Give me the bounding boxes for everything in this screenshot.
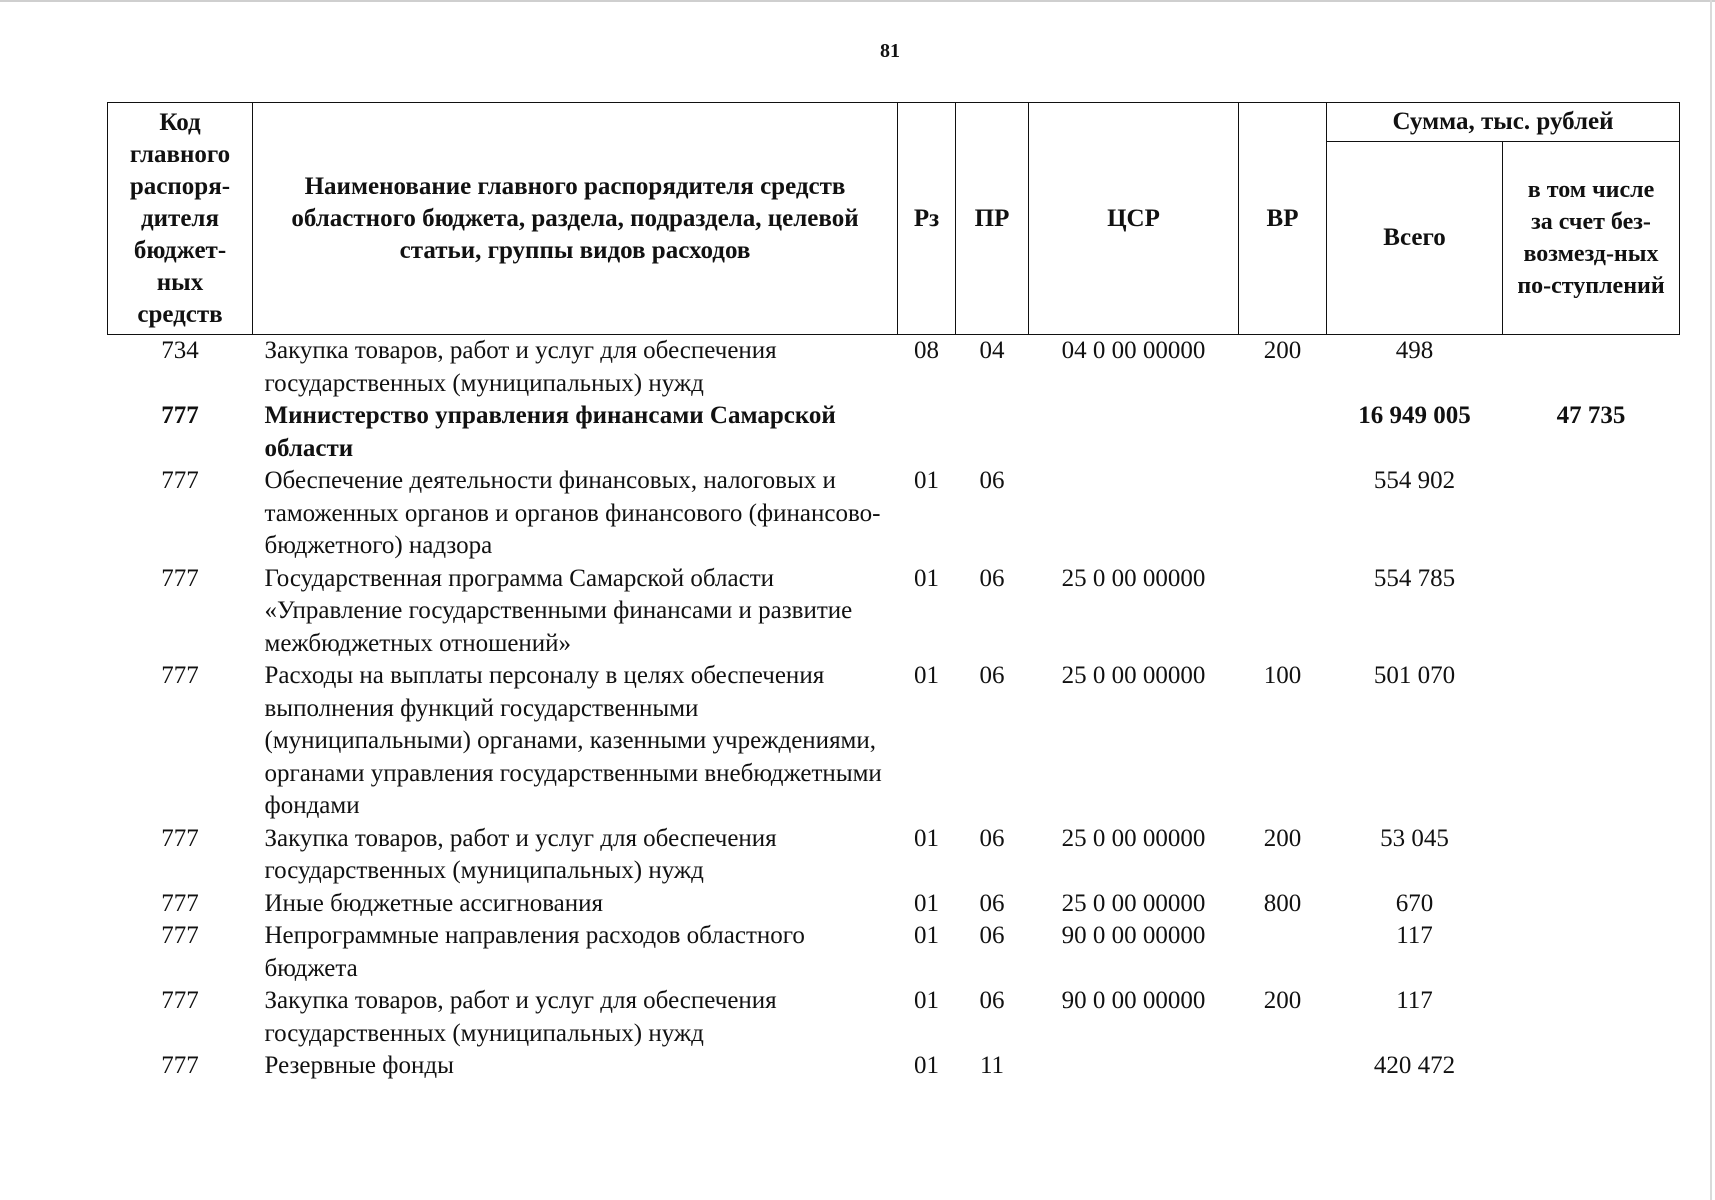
- cell-csr: 90 0 00 00000: [1061, 922, 1206, 949]
- cell-vr: [1239, 920, 1327, 985]
- cell-vr: 200: [1263, 824, 1302, 852]
- cell-code: 777: [161, 662, 199, 689]
- table-row: [108, 823, 1680, 888]
- cell-vr: 200: [1263, 337, 1302, 364]
- cell-grant: 47 735: [1556, 402, 1626, 429]
- cell-name: Министерство управления финансами Самарской области: [264, 402, 836, 462]
- cell-pr: 04: [979, 337, 1005, 364]
- cell-grant: [1503, 985, 1680, 1050]
- table-row: [108, 660, 1680, 823]
- cell-code: 777: [161, 1052, 199, 1079]
- header-name-text: Наименование главного распорядителя средств областного бюджета, раздела, подраздела, целевой статьи, группы видов расходов: [291, 172, 859, 264]
- cell-rz: 01: [914, 987, 939, 1014]
- top-border-line: [0, 0, 1715, 2]
- cell-csr: [1029, 465, 1239, 563]
- cell-code: 777: [161, 824, 199, 852]
- cell-name: Обеспечение деятельности финансовых, налоговых и таможенных органов и органов финансового (финансово-бюджетного) надзора: [264, 467, 881, 559]
- cell-total: 420 472: [1373, 1052, 1456, 1079]
- table-row: [108, 563, 1680, 661]
- cell-name: Резервные фонды: [264, 1052, 454, 1079]
- table-header: [108, 103, 1680, 335]
- cell-grant: [1503, 465, 1680, 563]
- header-sum: Сумма, тыс. рублей: [1327, 103, 1680, 142]
- cell-rz: 01: [914, 922, 939, 949]
- table-row: [108, 400, 1680, 465]
- cell-code: 777: [161, 402, 199, 429]
- table-row: [108, 335, 1680, 401]
- header-grant: [1503, 142, 1680, 335]
- cell-name: Иные бюджетные ассигнования: [264, 889, 604, 917]
- cell-vr: 200: [1263, 987, 1302, 1014]
- cell-vr: 800: [1263, 889, 1302, 917]
- cell-total: 53 045: [1380, 824, 1449, 852]
- cell-name: Закупка товаров, работ и услуг для обеспечения государственных (муниципальных) нужд: [264, 337, 777, 397]
- cell-total: 498: [1395, 337, 1434, 364]
- header-rz: Рз: [898, 103, 956, 335]
- cell-code: 777: [161, 564, 199, 592]
- header-code-text: Код главного распоря-дителя бюджет-ных средств: [129, 108, 231, 328]
- cell-code: 734: [161, 337, 199, 364]
- cell-csr: 25 0 00 00000: [1061, 824, 1206, 852]
- cell-name: Государственная программа Самарской области «Управление государственными финансами и развитие межбюджетных отношений»: [264, 564, 853, 657]
- cell-name: Расходы на выплаты персоналу в целях обеспечения выполнения функций государственными (муниципальными) органами, казенными учреждениями, органами управления государственными внебюджетными фондами: [264, 662, 882, 819]
- header-pr: ПР: [956, 103, 1029, 335]
- cell-pr: 06: [979, 564, 1005, 592]
- cell-csr: 25 0 00 00000: [1061, 564, 1206, 592]
- table-body: [108, 335, 1680, 1083]
- cell-vr: [1239, 465, 1327, 563]
- cell-csr: 25 0 00 00000: [1061, 889, 1206, 917]
- cell-grant: [1503, 335, 1680, 401]
- table-row: [108, 985, 1680, 1050]
- cell-pr: 06: [979, 889, 1005, 917]
- cell-pr: 11: [979, 1052, 1005, 1079]
- cell-code: 777: [161, 987, 199, 1014]
- cell-total: 554 902: [1373, 467, 1456, 494]
- cell-rz: 01: [914, 824, 939, 852]
- cell-grant: [1503, 920, 1680, 985]
- cell-grant: [1503, 660, 1680, 823]
- cell-total: 554 785: [1373, 564, 1456, 592]
- cell-vr: [1239, 563, 1327, 661]
- cell-total: 117: [1396, 987, 1433, 1014]
- budget-table: [107, 102, 1680, 1083]
- page-number: 81: [880, 40, 900, 62]
- cell-vr: [1239, 400, 1327, 465]
- cell-pr: [956, 400, 1029, 465]
- header-code: [108, 103, 253, 335]
- cell-rz: 08: [914, 337, 939, 364]
- cell-code: 777: [161, 467, 199, 494]
- cell-rz: 01: [914, 564, 939, 592]
- cell-csr: 90 0 00 00000: [1061, 987, 1206, 1014]
- cell-rz: 01: [914, 889, 939, 917]
- cell-total: 16 949 005: [1358, 402, 1471, 429]
- header-total: Всего: [1327, 142, 1503, 335]
- cell-pr: 06: [979, 922, 1005, 949]
- table-row: [108, 465, 1680, 563]
- cell-csr: 04 0 00 00000: [1061, 337, 1206, 364]
- cell-rz: 01: [914, 1052, 939, 1079]
- cell-code: 777: [161, 922, 199, 949]
- cell-name: Непрограммные направления расходов областного бюджета: [264, 922, 805, 982]
- cell-name: Закупка товаров, работ и услуг для обеспечения государственных (муниципальных) нужд: [264, 987, 777, 1047]
- cell-rz: 01: [914, 467, 939, 494]
- cell-grant: [1503, 1050, 1680, 1083]
- cell-rz: [898, 400, 956, 465]
- cell-name: Закупка товаров, работ и услуг для обеспечения государственных (муниципальных) нужд: [264, 824, 777, 884]
- header-grant-text: в том числе за счет без-возмезд-ных по-ступлений: [1517, 177, 1665, 299]
- cell-pr: 06: [979, 662, 1005, 689]
- header-name: [253, 103, 898, 335]
- header-csr: ЦСР: [1029, 103, 1239, 335]
- cell-code: 777: [161, 889, 199, 917]
- cell-grant: [1503, 888, 1680, 921]
- table-row: [108, 920, 1680, 985]
- cell-pr: 06: [979, 467, 1005, 494]
- header-vr: ВР: [1239, 103, 1327, 335]
- cell-grant: [1503, 823, 1680, 888]
- cell-total: 670: [1395, 889, 1434, 917]
- cell-csr: [1029, 400, 1239, 465]
- right-border-line: [1710, 0, 1712, 1200]
- cell-total: 501 070: [1373, 662, 1456, 689]
- table-row: [108, 1050, 1680, 1083]
- table-row: [108, 888, 1680, 921]
- cell-total: 117: [1396, 922, 1433, 949]
- cell-pr: 06: [979, 987, 1005, 1014]
- cell-rz: 01: [914, 662, 939, 689]
- cell-csr: [1029, 1050, 1239, 1083]
- cell-grant: [1503, 563, 1680, 661]
- cell-pr: 06: [979, 824, 1005, 852]
- cell-csr: 25 0 00 00000: [1061, 662, 1206, 689]
- cell-vr: [1239, 1050, 1327, 1083]
- cell-vr: 100: [1263, 662, 1302, 689]
